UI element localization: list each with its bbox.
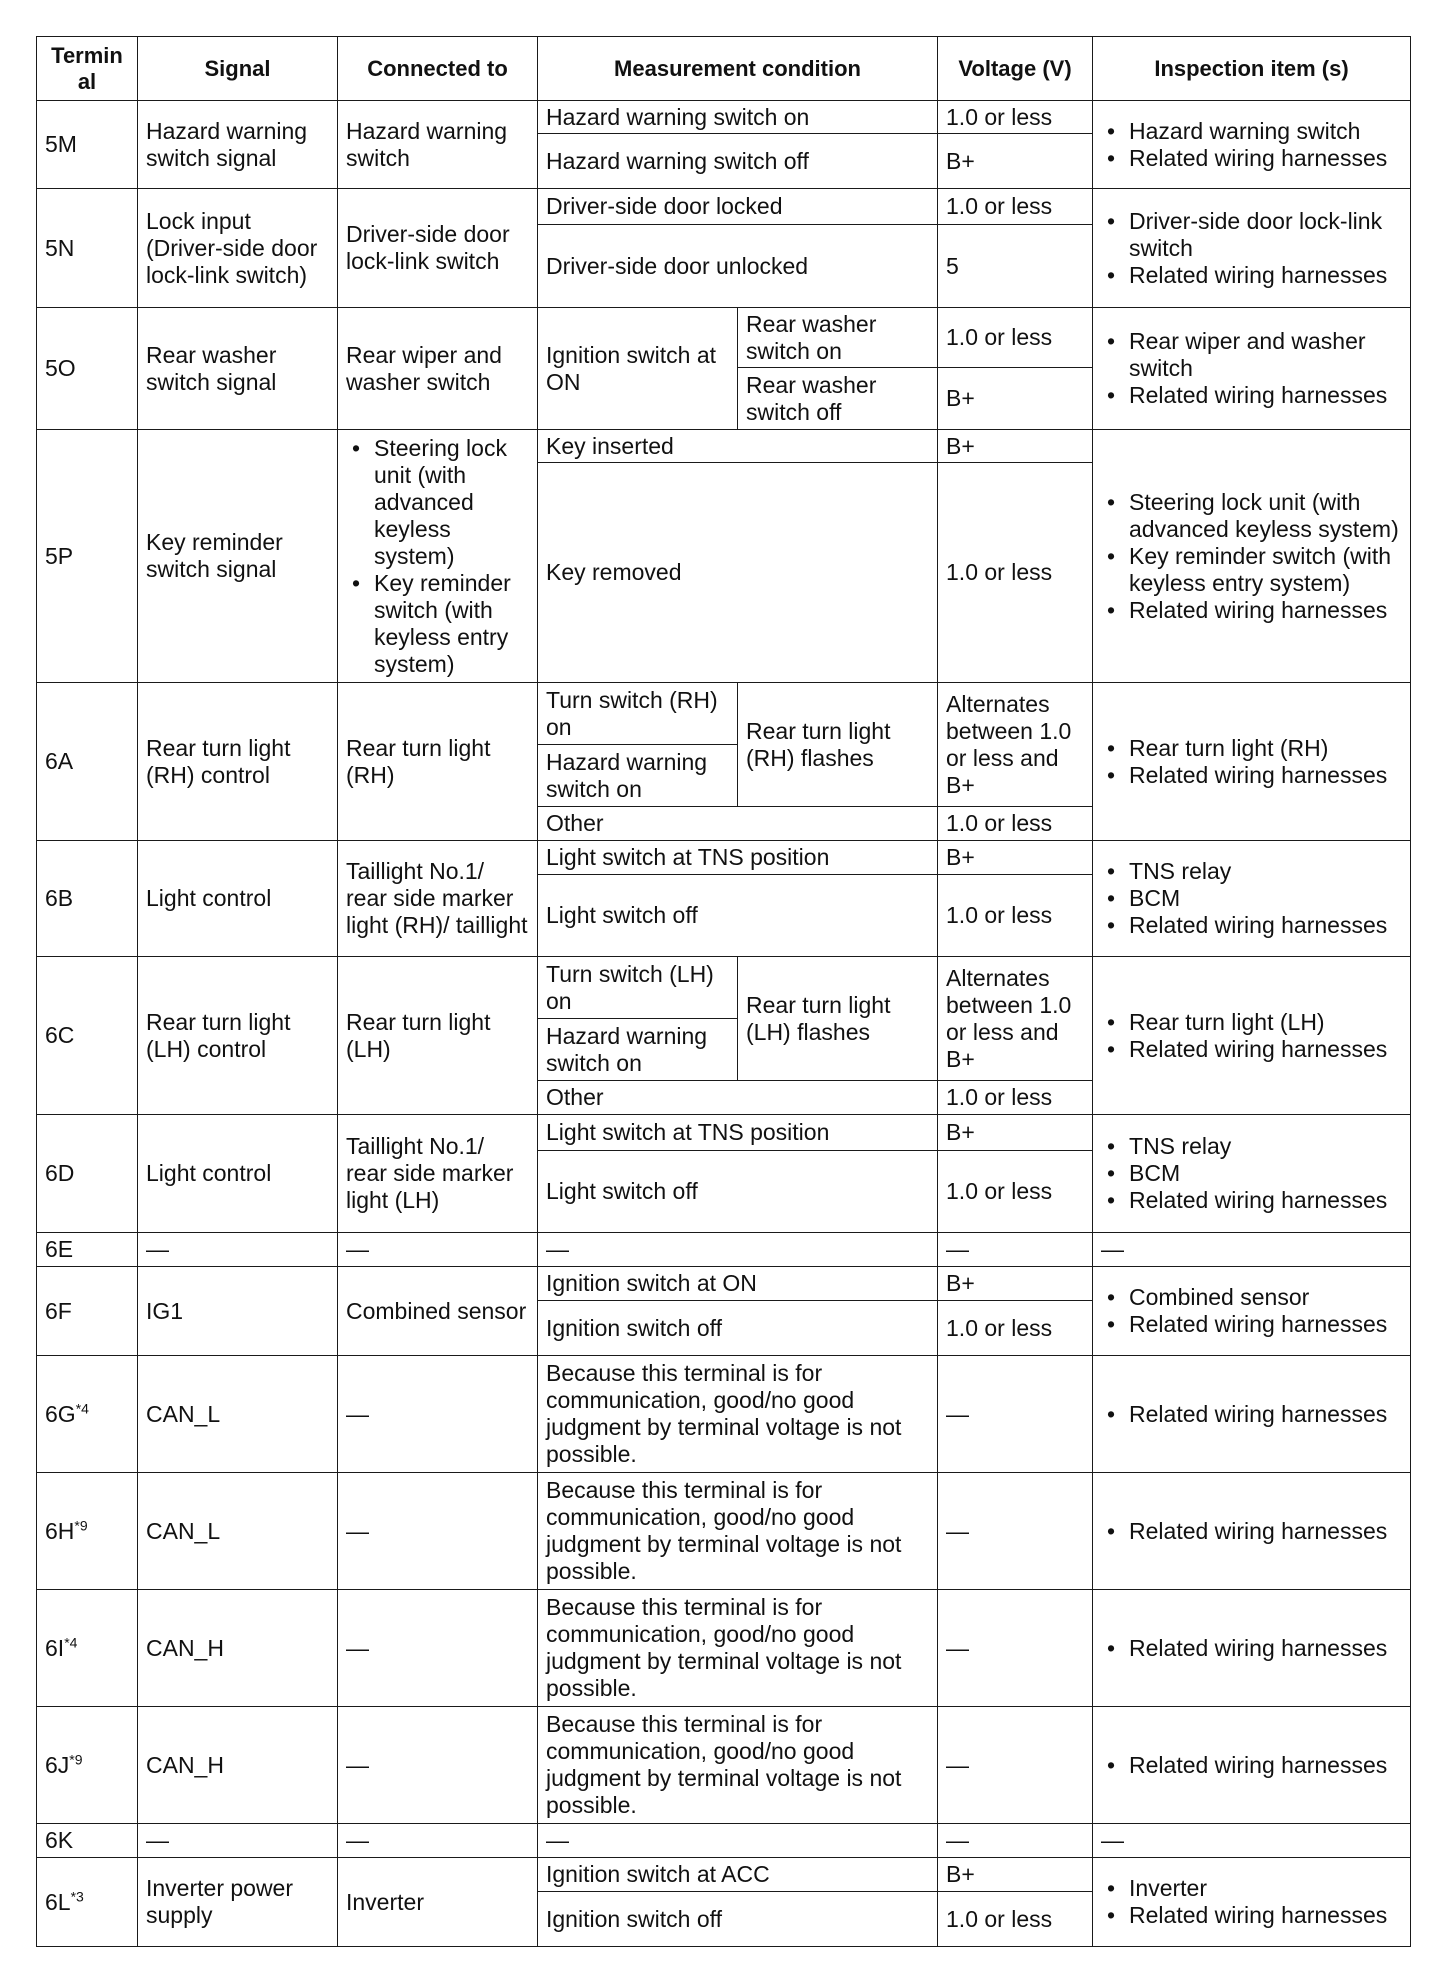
voltage-cell: B+ — [938, 1115, 1093, 1151]
inspection-item: • Rear turn light (LH) — [1101, 1009, 1402, 1036]
inspection-item: • Related wiring harnesses — [1101, 382, 1402, 409]
footnote-mark: *9 — [74, 1516, 88, 1533]
condition-cell: Ignition switch at ON — [538, 1267, 938, 1301]
footnote-mark: *9 — [69, 1750, 83, 1767]
connected-cell: — — [338, 1356, 538, 1473]
voltage-cell: B+ — [938, 841, 1093, 875]
connected-cell: Rear turn light (LH) — [338, 957, 538, 1115]
header-connected: Connected to — [338, 37, 538, 101]
condition-cell: Hazard warning switch off — [538, 134, 938, 189]
table-row — [37, 683, 1411, 745]
voltage-cell: — — [938, 1233, 1093, 1267]
footnote-mark: *4 — [75, 1399, 89, 1416]
inspection-cell — [1093, 1267, 1411, 1356]
condition-cell: Hazard warning switch on — [538, 1019, 738, 1081]
inspection-item: • Related wiring harnesses — [1101, 1635, 1402, 1662]
voltage-cell: — — [938, 1473, 1093, 1590]
terminal-cell: 6C — [37, 957, 138, 1115]
terminal-cell: 5P — [37, 430, 138, 683]
table-row — [37, 841, 1411, 875]
connected-cell — [338, 430, 538, 683]
terminal-id: 6I — [45, 1634, 65, 1661]
signal-cell: CAN_L — [138, 1473, 338, 1590]
connected-item: • Key reminder switch (with keyless entry system) — [346, 570, 529, 678]
condition-cell: Because this terminal is for communication, good/no good judgment by terminal voltage is not possible. — [538, 1473, 938, 1590]
table-row — [37, 101, 1411, 134]
signal-cell: CAN_H — [138, 1590, 338, 1707]
condition-cell: Ignition switch off — [538, 1892, 938, 1947]
inspection-item: • Rear wiper and washer switch — [1101, 328, 1402, 382]
signal-cell: Rear washer switch signal — [138, 308, 338, 430]
inspection-item: • Related wiring harnesses — [1101, 1311, 1402, 1338]
connected-cell: — — [338, 1473, 538, 1590]
voltage-cell: B+ — [938, 1267, 1093, 1301]
inspection-item: • Related wiring harnesses — [1101, 1902, 1402, 1929]
inspection-cell — [1093, 1473, 1411, 1590]
signal-cell: Light control — [138, 1115, 338, 1233]
condition-result-cell: Rear turn light (RH) flashes — [738, 683, 938, 807]
inspection-item: • Related wiring harnesses — [1101, 145, 1402, 172]
signal-cell: Key reminder switch signal — [138, 430, 338, 683]
connected-cell: — — [338, 1590, 538, 1707]
table-row — [37, 1356, 1411, 1473]
connected-cell: — — [338, 1233, 538, 1267]
table-row — [37, 430, 1411, 463]
condition-cell: Key removed — [538, 463, 938, 683]
table-row — [37, 1115, 1411, 1151]
inspection-item: • Related wiring harnesses — [1101, 1752, 1402, 1779]
condition-cell: Driver-side door locked — [538, 189, 938, 225]
table-row — [37, 1267, 1411, 1301]
inspection-item: • Related wiring harnesses — [1101, 1401, 1402, 1428]
terminal-id: 6J — [45, 1751, 70, 1778]
terminal-cell: 5N — [37, 189, 138, 308]
condition-cell: Rear washer switch off — [738, 368, 938, 430]
condition-cell: Hazard warning switch on — [538, 745, 738, 807]
inspection-cell — [1093, 957, 1411, 1115]
condition-cell: Other — [538, 807, 938, 841]
voltage-cell: 1.0 or less — [938, 807, 1093, 841]
table-row — [37, 1824, 1411, 1858]
header-measurement: Measurement condition — [538, 37, 938, 101]
table-row — [37, 1590, 1411, 1707]
inspection-item: • Combined sensor — [1101, 1284, 1402, 1311]
condition-cell: — — [538, 1824, 938, 1858]
terminal-cell — [37, 1473, 138, 1590]
connected-cell: — — [338, 1824, 538, 1858]
inspection-cell — [1093, 1858, 1411, 1947]
inspection-item: • Inverter — [1101, 1875, 1402, 1902]
voltage-cell: B+ — [938, 134, 1093, 189]
condition-cell: Turn switch (LH) on — [538, 957, 738, 1019]
connected-cell: Driver-side door lock-link switch — [338, 189, 538, 308]
inspection-item: • TNS relay — [1101, 1133, 1402, 1160]
footnote-mark: *3 — [70, 1887, 84, 1904]
inspection-item: • Related wiring harnesses — [1101, 1187, 1402, 1214]
voltage-cell: — — [938, 1824, 1093, 1858]
inspection-item: • Steering lock unit (with advanced keyless system) — [1101, 489, 1402, 543]
footnote-mark: *4 — [64, 1633, 78, 1650]
condition-cell: Because this terminal is for communication, good/no good judgment by terminal voltage is not possible. — [538, 1356, 938, 1473]
signal-cell: Rear turn light (RH) control — [138, 683, 338, 841]
condition-cell: Light switch off — [538, 1151, 938, 1233]
terminal-cell: 6B — [37, 841, 138, 957]
terminal-cell: 6F — [37, 1267, 138, 1356]
table-row — [37, 1233, 1411, 1267]
inspection-cell — [1093, 1590, 1411, 1707]
voltage-cell: 1.0 or less — [938, 1151, 1093, 1233]
inspection-item: • Related wiring harnesses — [1101, 1518, 1402, 1545]
signal-cell: Lock input (Driver-side door lock-link switch) — [138, 189, 338, 308]
inspection-cell — [1093, 841, 1411, 957]
inspection-item: • TNS relay — [1101, 858, 1402, 885]
signal-cell: CAN_H — [138, 1707, 338, 1824]
voltage-cell: 1.0 or less — [938, 101, 1093, 134]
condition-cell: Hazard warning switch on — [538, 101, 938, 134]
voltage-cell: 1.0 or less — [938, 1892, 1093, 1947]
inspection-item: • Related wiring harnesses — [1101, 262, 1402, 289]
terminal-cell: 6A — [37, 683, 138, 841]
header-voltage: Voltage (V) — [938, 37, 1093, 101]
inspection-item: • Hazard warning switch — [1101, 118, 1402, 145]
terminal-inspection-table — [36, 36, 1411, 1947]
condition-cell: Ignition switch at ON — [538, 308, 738, 430]
condition-cell: Light switch at TNS position — [538, 1115, 938, 1151]
inspection-item: • Related wiring harnesses — [1101, 597, 1402, 624]
condition-cell: Ignition switch at ACC — [538, 1858, 938, 1892]
table-row — [37, 1858, 1411, 1892]
inspection-item: • Related wiring harnesses — [1101, 1036, 1402, 1063]
inspection-cell — [1093, 1356, 1411, 1473]
table-row — [37, 1473, 1411, 1590]
connected-cell: Inverter — [338, 1858, 538, 1947]
voltage-cell: 1.0 or less — [938, 308, 1093, 368]
condition-cell: — — [538, 1233, 938, 1267]
inspection-item: • Driver-side door lock-link switch — [1101, 208, 1402, 262]
connected-cell: Rear wiper and washer switch — [338, 308, 538, 430]
voltage-cell: — — [938, 1707, 1093, 1824]
condition-result-cell: Rear turn light (LH) flashes — [738, 957, 938, 1081]
connected-cell: Taillight No.1/ rear side marker light (LH) — [338, 1115, 538, 1233]
inspection-cell: — — [1093, 1233, 1411, 1267]
terminal-cell: 6D — [37, 1115, 138, 1233]
voltage-cell: B+ — [938, 430, 1093, 463]
inspection-cell — [1093, 1115, 1411, 1233]
terminal-id: 6H — [45, 1517, 75, 1544]
signal-cell: Hazard warning switch signal — [138, 101, 338, 189]
voltage-cell: B+ — [938, 1858, 1093, 1892]
signal-cell: — — [138, 1233, 338, 1267]
table-row — [37, 189, 1411, 225]
terminal-cell — [37, 1590, 138, 1707]
inspection-item: • Related wiring harnesses — [1101, 762, 1402, 789]
terminal-id: 6G — [45, 1400, 76, 1427]
terminal-cell — [37, 1356, 138, 1473]
connected-cell: Rear turn light (RH) — [338, 683, 538, 841]
signal-cell: Inverter power supply — [138, 1858, 338, 1947]
signal-cell: CAN_L — [138, 1356, 338, 1473]
signal-cell: Light control — [138, 841, 338, 957]
inspection-cell — [1093, 308, 1411, 430]
inspection-item: • BCM — [1101, 1160, 1402, 1187]
condition-cell: Key inserted — [538, 430, 938, 463]
signal-cell: — — [138, 1824, 338, 1858]
table-row — [37, 1707, 1411, 1824]
signal-cell: Rear turn light (LH) control — [138, 957, 338, 1115]
condition-cell: Light switch off — [538, 875, 938, 957]
voltage-cell: 1.0 or less — [938, 875, 1093, 957]
table-row — [37, 957, 1411, 1019]
terminal-cell: 6K — [37, 1824, 138, 1858]
terminal-cell: 6E — [37, 1233, 138, 1267]
table-row — [37, 308, 1411, 368]
condition-cell: Driver-side door unlocked — [538, 225, 938, 308]
condition-cell: Other — [538, 1081, 938, 1115]
connected-cell: Taillight No.1/ rear side marker light (RH)/ taillight — [338, 841, 538, 957]
inspection-cell — [1093, 1707, 1411, 1824]
terminal-cell: 5M — [37, 101, 138, 189]
connected-item: • Steering lock unit (with advanced keyless system) — [346, 435, 529, 570]
condition-cell: Turn switch (RH) on — [538, 683, 738, 745]
inspection-cell — [1093, 430, 1411, 683]
condition-cell: Ignition switch off — [538, 1301, 938, 1356]
voltage-cell: Alternates between 1.0 or less and B+ — [938, 957, 1093, 1081]
inspection-item: • Related wiring harnesses — [1101, 912, 1402, 939]
inspection-item: • Rear turn light (RH) — [1101, 735, 1402, 762]
connected-cell: Combined sensor — [338, 1267, 538, 1356]
inspection-cell — [1093, 683, 1411, 841]
voltage-cell: — — [938, 1356, 1093, 1473]
voltage-cell: Alternates between 1.0 or less and B+ — [938, 683, 1093, 807]
inspection-item: • Key reminder switch (with keyless entry system) — [1101, 543, 1402, 597]
terminal-id: 6L — [45, 1888, 71, 1915]
connected-cell: Hazard warning switch — [338, 101, 538, 189]
condition-cell: Light switch at TNS position — [538, 841, 938, 875]
terminal-cell — [37, 1707, 138, 1824]
voltage-cell: 1.0 or less — [938, 463, 1093, 683]
terminal-cell — [37, 1858, 138, 1947]
voltage-cell: 1.0 or less — [938, 1081, 1093, 1115]
condition-cell: Because this terminal is for communication, good/no good judgment by terminal voltage is not possible. — [538, 1707, 938, 1824]
signal-cell: IG1 — [138, 1267, 338, 1356]
header-terminal: Termin al — [37, 37, 138, 101]
voltage-cell: B+ — [938, 368, 1093, 430]
header-signal: Signal — [138, 37, 338, 101]
condition-cell: Because this terminal is for communication, good/no good judgment by terminal voltage is not possible. — [538, 1590, 938, 1707]
voltage-cell: 1.0 or less — [938, 189, 1093, 225]
voltage-cell: — — [938, 1590, 1093, 1707]
connected-cell: — — [338, 1707, 538, 1824]
inspection-cell: — — [1093, 1824, 1411, 1858]
terminal-cell: 5O — [37, 308, 138, 430]
inspection-item: • BCM — [1101, 885, 1402, 912]
header-row — [37, 37, 1411, 101]
voltage-cell: 5 — [938, 225, 1093, 308]
inspection-cell — [1093, 189, 1411, 308]
inspection-cell — [1093, 101, 1411, 189]
voltage-cell: 1.0 or less — [938, 1301, 1093, 1356]
condition-cell: Rear washer switch on — [738, 308, 938, 368]
header-inspection: Inspection item (s) — [1093, 37, 1411, 101]
